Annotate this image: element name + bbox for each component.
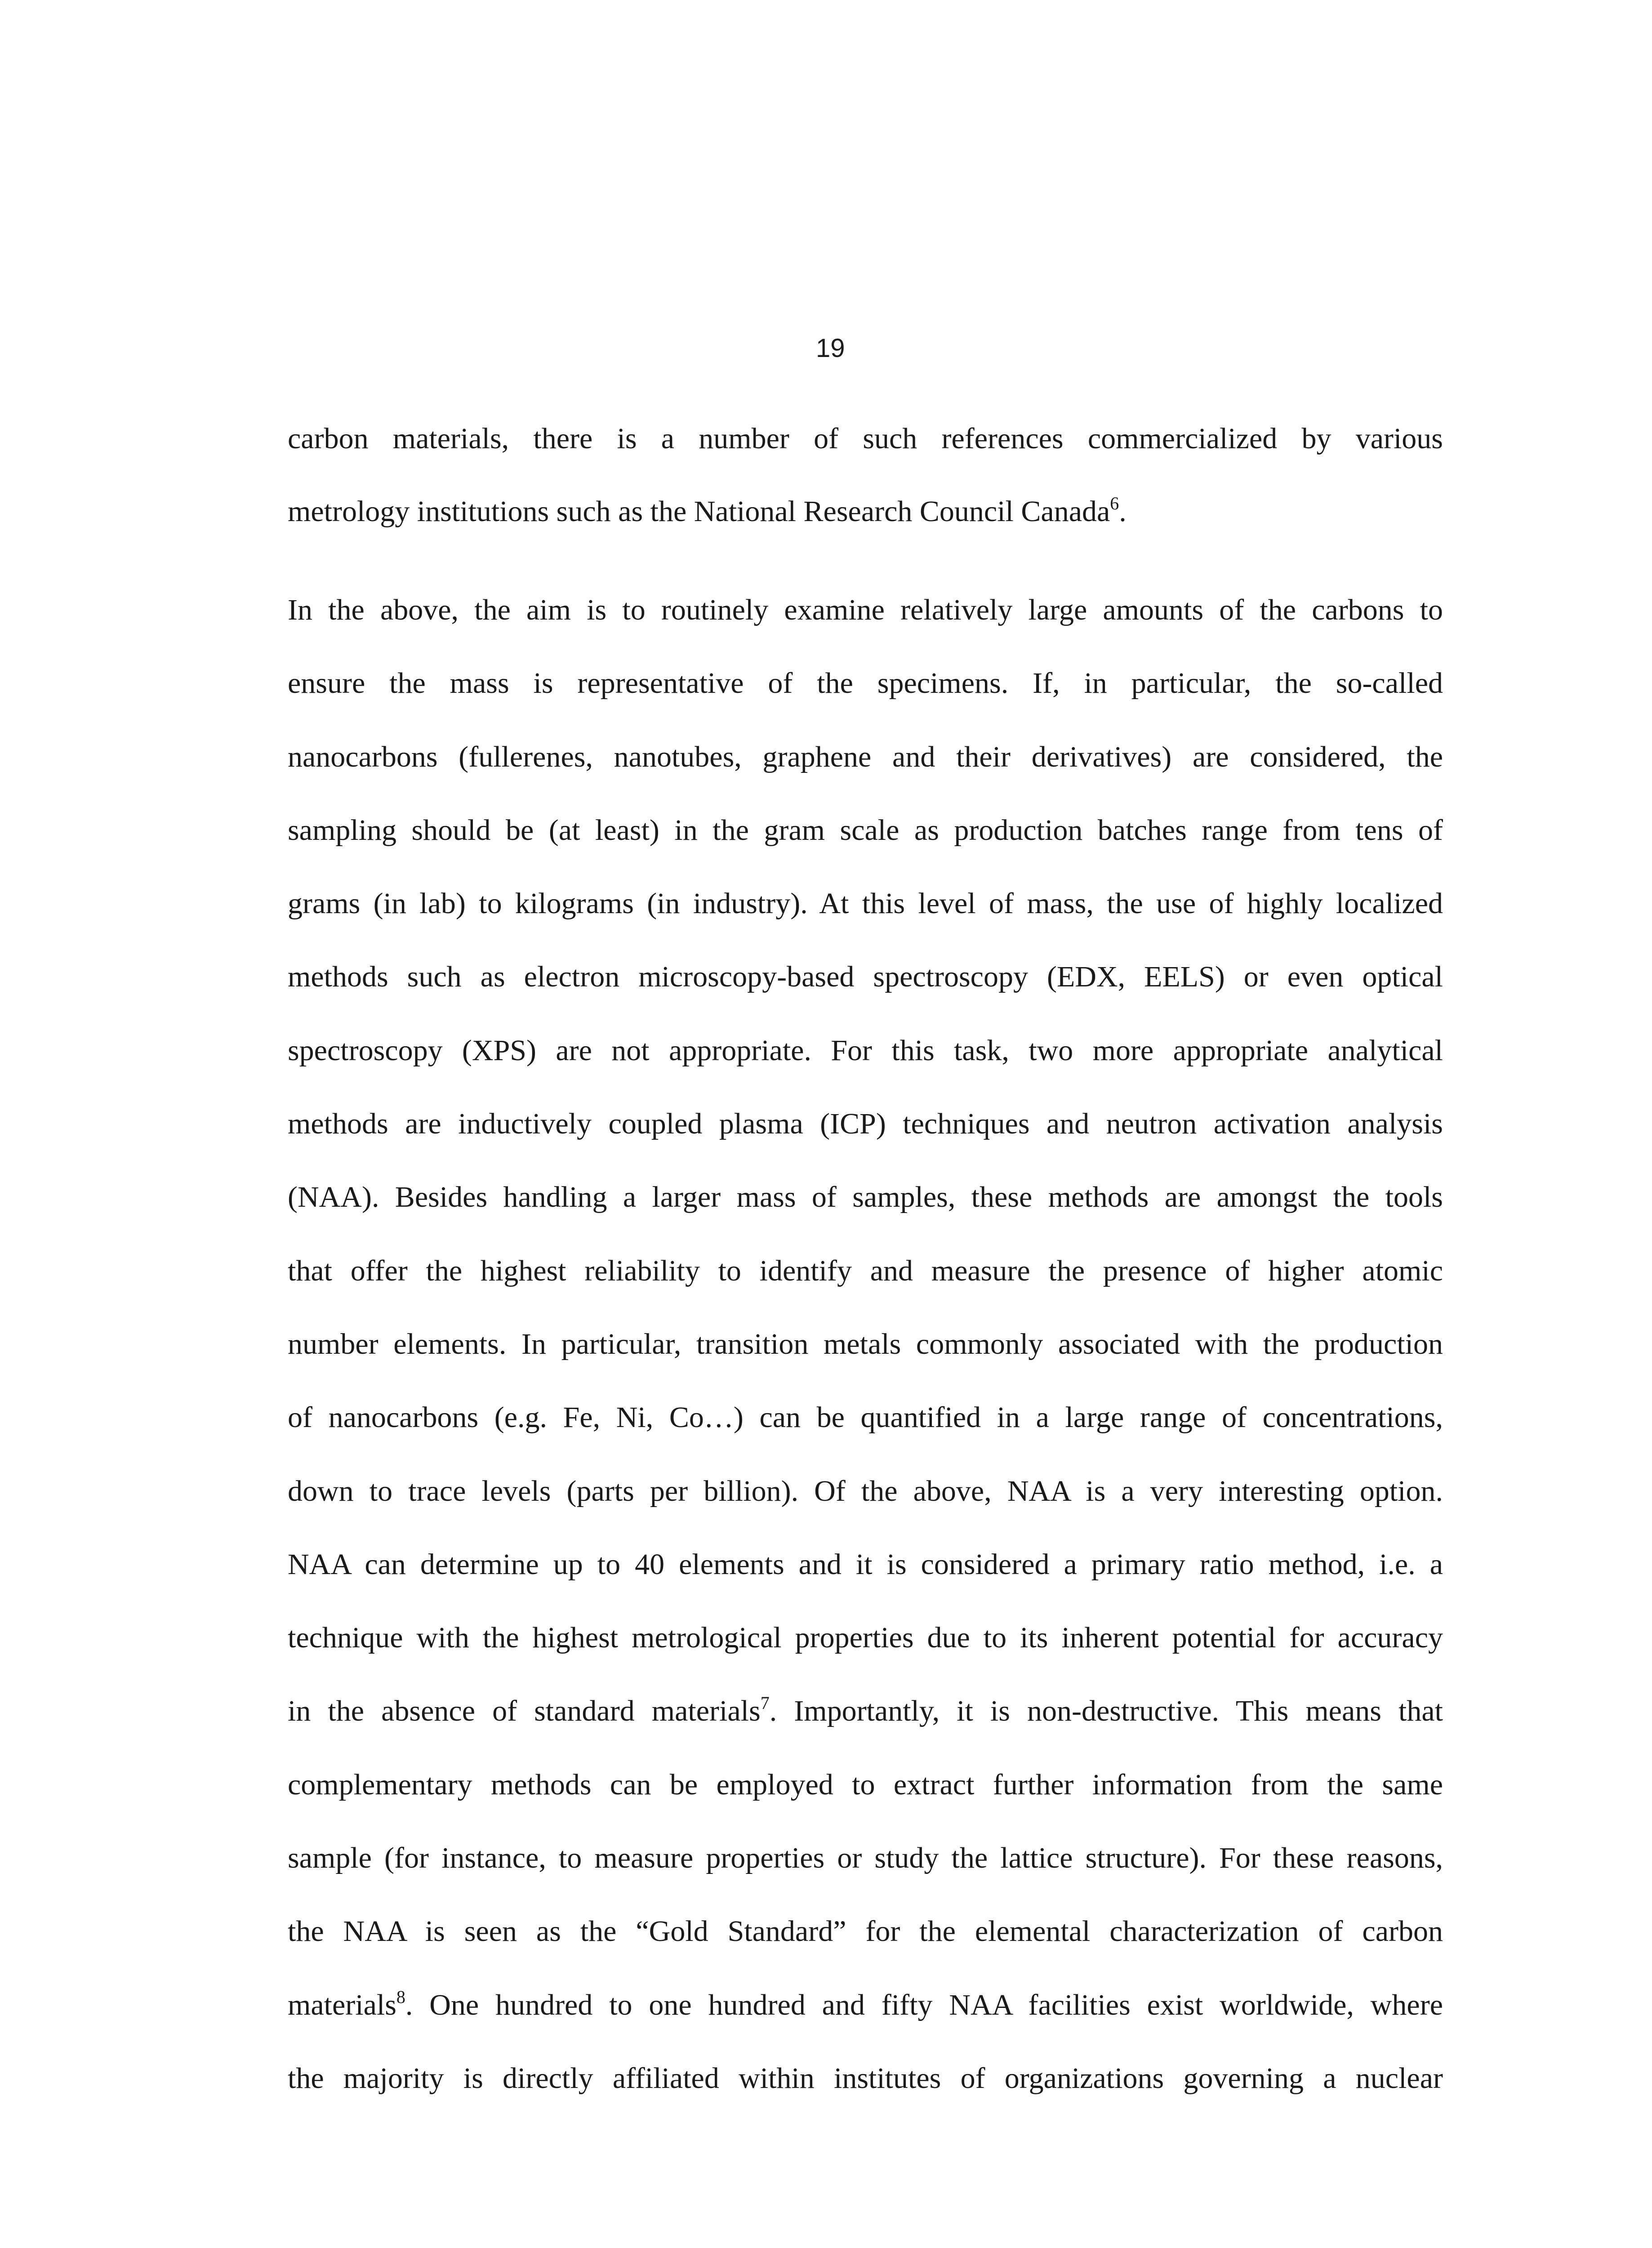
text-line: grams (in lab) to kilograms (in industry). At this level of mass, the use of highly localized — [288, 887, 1443, 920]
page-number: 19 — [816, 334, 845, 363]
continuation-paragraph — [288, 402, 1443, 548]
text-line: spectroscopy (XPS) are not appropriate. For this task, two more appropriate analytical — [288, 1034, 1443, 1067]
text-line: (NAA). Besides handling a larger mass of samples, these methods are amongst the tools — [288, 1181, 1443, 1214]
text-line: number elements. In particular, transition metals commonly associated with the production — [288, 1327, 1443, 1360]
text-line: methods are inductively coupled plasma (ICP) techniques and neutron activation analysis — [288, 1107, 1443, 1141]
text-line: sampling should be (at least) in the gram scale as production batches range from tens of — [288, 813, 1443, 847]
text-line: down to trace levels (parts per billion). Of the above, NAA is a very interesting option. — [288, 1474, 1443, 1508]
text-line: that offer the highest reliability to identify and measure the presence of higher atomic — [288, 1254, 1443, 1287]
text-line: ensure the mass is representative of the specimens. If, in particular, the so-called — [288, 667, 1443, 700]
text-line: metrology institutions such as the National Research Council Canada$^6$. — [288, 493, 1127, 528]
text-line: carbon materials, there is a number of such references commercialized by various — [288, 422, 1443, 455]
text-line: In the above, the aim is to routinely examine relatively large amounts of the carbons to — [288, 593, 1443, 626]
text-line: technique with the highest metrological properties due to its inherent potential for accuracy — [288, 1621, 1443, 1655]
text-line: in the absence of standard materials$^7$. Importantly, it is non-destructive. This means that — [288, 1693, 1443, 1728]
text-line: the NAA is seen as the “Gold Standard” for the elemental characterization of carbon — [288, 1915, 1443, 1948]
text-line: complementary methods can be employed to extract further information from the same — [288, 1768, 1443, 1801]
text-line: the majority is directly affiliated within institutes of organizations governing a nuclear — [288, 2061, 1443, 2095]
footnote-ref: 7 — [760, 1693, 770, 1713]
text-line: NAA can determine up to 40 elements and it is considered a primary ratio method, i.e. a — [288, 1548, 1443, 1581]
text-line: methods such as electron microscopy-based spectroscopy (EDX, EELS) or even optical — [288, 960, 1443, 994]
text-line: nanocarbons (fullerenes, nanotubes, graphene and their derivatives) are considered, the — [288, 740, 1443, 773]
text-line: sample (for instance, to measure properties or study the lattice structure). For these reasons, — [288, 1842, 1443, 1875]
text-line: of nanocarbons (e.g. Fe, Ni, Co…) can be quantified in a large range of concentrations, — [288, 1401, 1443, 1434]
footnote-ref: 6 — [1110, 493, 1119, 513]
footnote-ref: 8 — [396, 1986, 405, 2007]
body-paragraph — [288, 573, 1443, 2115]
text-line: materials$^8$. One hundred to one hundred and fifty NAA facilities exist worldwide, where — [288, 1986, 1443, 2021]
